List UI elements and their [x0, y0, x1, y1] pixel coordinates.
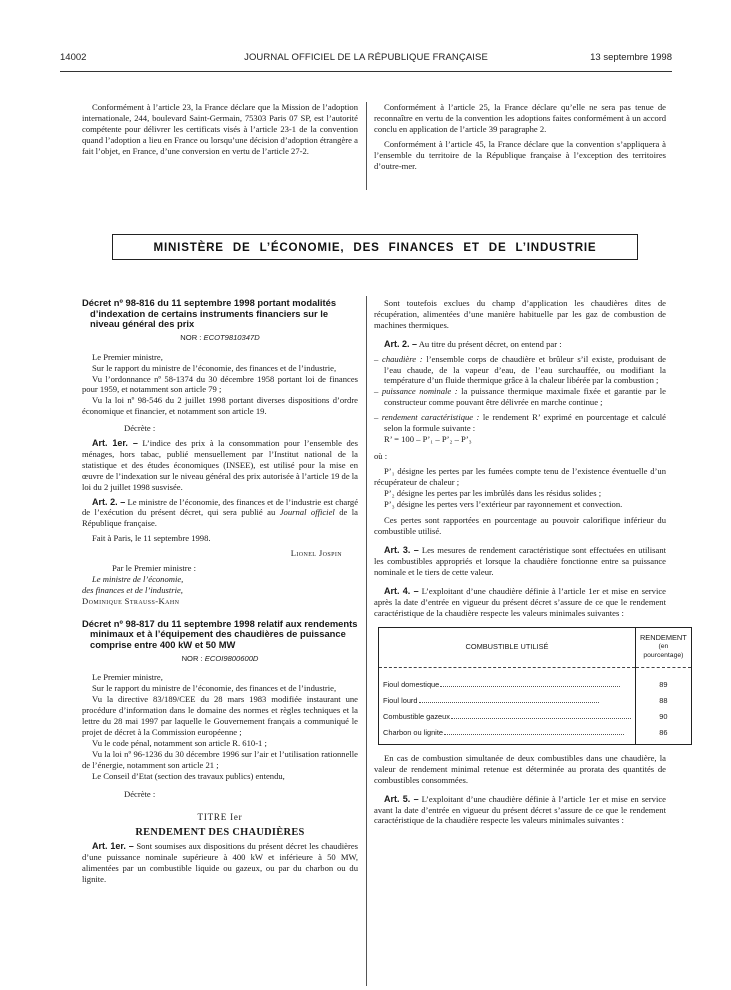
decree-98-817-title: Décret nº 98-817 du 11 septembre 1998 relatif aux rendements minimaux et à l’équipement des chaudières de puissance comprise entre 400 kW et 50 MW — [82, 617, 358, 650]
done-at: Fait à Paris, le 11 septembre 1998. — [92, 533, 211, 544]
loss-definition: P’₁ désigne les pertes par les fumées compte tenu de l’existence éventuelle d’un récupérateur de chaleur ; — [374, 465, 666, 487]
efficiency-value: 89 — [659, 680, 668, 690]
decree-98-816-nor: NOR : ECOT9810347D — [180, 332, 260, 342]
column-header-fuel: COMBUSTIBLE UTILISÉ — [379, 627, 636, 667]
art1-continuation: Sont toutefois exclues du champ d’application les chaudières dites de récupération, alimentées d’une manière habituelle par les gaz de combustion de machines thermiques. — [374, 298, 666, 330]
definition-item: – puissance nominale : la puissance thermique maximale fixée et garantie par le constructeur comme pouvant être délivrée en marche continue ; — [374, 386, 666, 408]
decree-98-817-nor: NOR : ECOI9800600D — [181, 653, 259, 663]
titre-heading: TITRE Ier — [197, 812, 243, 823]
section-heading: RENDEMENT DES CHAUDIÈRES — [135, 827, 305, 839]
definition-item: – chaudière : l’ensemble corps de chaudière et brûleur s’il existe, produisant de l’eau chaude, de la vapeur d’eau, de l’eau surchauffée, ou modifiant la température d’un fluide thermique grâce à la chaleur libérée par la combustion ; — [374, 353, 666, 386]
preamble-line: Vu la loi nº 98-546 du 2 juillet 1998 portant diverses dispositions d’ordre économique et financier, et notamment son article 19. — [82, 395, 358, 417]
nor-code: ECOT9810347D — [203, 332, 260, 342]
decrete: Décrète : — [124, 789, 156, 800]
decree2-art-2-intro: Art. 2. – Au titre du présent décret, on entend par : — [384, 338, 562, 349]
decree2-art-3: Art. 3. – Les mesures de rendement caractéristique sont effectuées en utilisant les combustibles appropriés et lorsque la chaudière fonctionne entre sa puissance nominale et le tiers de cette valeur. — [374, 545, 666, 578]
decree2-art-4: Art. 4. – L’exploitant d’une chaudière définie à l’article 1er et mise en service après la date d’entrée en vigueur du présent décret s’assure de ce que le rendement caractéristique de la chaudière respecte les valeurs minimales suivantes : — [374, 585, 666, 618]
efficiency-value: 90 — [659, 712, 668, 722]
page-number: 14002 — [60, 52, 87, 63]
issue-date: 13 septembre 1998 — [590, 52, 672, 63]
article-label: Art. 4. – — [384, 585, 419, 596]
ou-label: où : — [374, 450, 388, 461]
table-header-row — [379, 627, 692, 667]
article-label: Art. 1er. – — [92, 438, 138, 449]
table-row — [379, 710, 692, 726]
ministry-banner — [112, 234, 638, 260]
efficiency-table — [378, 627, 692, 745]
loss-definition: P’₃ désigne les pertes vers l’extérieur par rayonnement et convection. — [384, 498, 623, 509]
losses-note: Ces pertes sont rapportées en pourcentage au pouvoir calorifique inférieur du combustible utilisé. — [374, 515, 666, 537]
nor-code: ECOI9800600D — [204, 653, 259, 663]
article-label: Art. 2. – — [92, 496, 126, 507]
running-header — [60, 52, 672, 68]
article-label: Art. 1er. – — [92, 841, 134, 852]
fuel-name: Fioul domestique — [383, 680, 440, 690]
main-column-divider — [366, 296, 367, 986]
efficiency-value: 86 — [659, 728, 668, 738]
header-rule — [60, 71, 672, 72]
decree2-art-5: Art. 5. – L’exploitant d’une chaudière définie à l’article 1er et mise en service avant la date d’entrée en vigueur du présent décret s’assure de ce que le rendement caractéristique de la chaudière respecte les valeurs minimales suivantes : — [374, 793, 666, 826]
preamble-line: Le Premier ministre, — [92, 351, 163, 362]
article-label: Art. 5. – — [384, 793, 419, 804]
main-left-column — [82, 298, 358, 885]
table-row — [379, 726, 692, 745]
decree1-art-2: Art. 2. – Le ministre de l’économie, des finances et de l’industrie est chargé de l’exécution du présent décret, qui sera publié au Journal officiel de la République française. — [82, 496, 359, 529]
preamble-line: Le Premier ministre, — [92, 672, 163, 683]
simultaneous-combustion-note: En cas de combustion simultanée de deux combustibles dans une chaudière, la valeur de rendement minimal retenue est déterminée au prorata des quantités de combustibles consommées. — [374, 752, 666, 785]
preamble-line: Le Conseil d’Etat (section des travaux publics) entendu, — [92, 770, 285, 781]
fuel-name: Charbon ou lignite — [383, 728, 443, 738]
table-row — [379, 667, 692, 694]
article-23-declaration: Conformément à l’article 23, la France déclare que la Mission de l’adoption internationale, 244, boulevard Saint-Germain, 75303 Paris 07 SP, est l’autorité compétente pour délivrer les certificats visés à l’article 23-1 de la convention quand l’adoption a lieu en France ou lorsqu’une décision d’adoption étrangère a fait l’objet, en France, d’une conversion en vertu de l’article 27-2. — [82, 102, 358, 156]
column-header-efficiency: RENDEMENT (en pourcentage) — [635, 627, 691, 667]
fuel-name: Combustible gazeux — [383, 712, 450, 722]
efficiency-formula: R’ = 100 – P’₁ – P’₂ – P’₃ — [384, 433, 472, 444]
signatory: Lionel Jospin — [290, 548, 342, 559]
article-label: Art. 2. – — [384, 338, 418, 349]
preamble-line: Vu la directive 83/189/CEE du 28 mars 1983 modifiée instaurant une procédure d’information dans le domaine des normes et règles techniques et la lettre du 28 mai 1997 par laquelle le Gouvernement français a communiqué le projet de décret à la Commission européenne ; — [82, 694, 358, 737]
minister-name: Dominique Strauss-Kahn — [82, 595, 180, 606]
article-45-declaration: Conformément à l’article 45, la France déclare que la convention s’appliquera à l’ensemble du territoire de la République française à l’exception des territoires d’outre-mer. — [374, 138, 666, 171]
definition-item: – rendement caractéristique : le rendement R’ exprimé en pourcentage et calculé selon la formule suivante : — [374, 412, 666, 434]
minister-title: des finances et de l’industrie, — [82, 584, 183, 595]
main-right-column — [374, 298, 687, 826]
decree2-art-1: Art. 1er. – Sont soumises aux dispositions du présent décret les chaudières d’une puissance nominale supérieure à 400 kW et inférieure à 50 MW, alimentées par un combustible liquide ou gazeux, ou par du charbon ou du lignite. — [82, 841, 358, 884]
minister-title: Le ministre de l’économie, — [92, 574, 184, 584]
top-right-column — [374, 102, 666, 171]
article-25-declaration: Conformément à l’article 25, la France déclare qu’elle ne sera pas tenue de reconnaître en vertu de la convention les adoptions faites conformément à un accord conclu en application de l’article 39 paragraphe 2. — [374, 102, 666, 134]
article-label: Art. 3. – — [384, 545, 419, 556]
by-pm: Par le Premier ministre : — [112, 563, 197, 574]
column-divider — [366, 102, 367, 190]
preamble-line: Sur le rapport du ministre de l’économie, des finances et de l’industrie, — [92, 683, 337, 694]
decree-98-816-title: Décret nº 98-816 du 11 septembre 1998 portant modalités d’indexation de certains instruments financiers sur le niveau général des prix — [82, 297, 337, 330]
ministry-title: MINISTÈRE DE L’ÉCONOMIE, DES FINANCES ET DE L’INDUSTRIE — [153, 240, 597, 254]
top-left-column — [82, 102, 358, 157]
preamble-line: Vu l’ordonnance nº 58-1374 du 30 décembre 1958 portant loi de finances pour 1959, et notamment son article 79 ; — [82, 373, 358, 395]
preamble-line: Vu la loi nº 96-1236 du 30 décembre 1996 sur l’air et l’utilisation rationnelle de l’énergie, notamment son article 21 ; — [82, 748, 358, 770]
efficiency-value: 88 — [659, 696, 668, 706]
preamble-line: Sur le rapport du ministre de l’économie, des finances et de l’industrie, — [92, 362, 337, 373]
decree1-art-1: Art. 1er. – L’indice des prix à la consommation pour l’ensemble des ménages, hors tabac, publié mensuellement par l’Institut national de la statistique et des études économiques (INSEE), est utilisé pour la mise en œuvre de l’indexation sur le niveau général des prix autorisée à l’article 19 de la loi du 2 juillet 1998 susvisée. — [82, 438, 358, 492]
decrete: Décrète : — [124, 423, 156, 434]
loss-definition: P’₂ désigne les pertes par les imbrûlés dans les résidus solides ; — [384, 487, 602, 498]
table-row — [379, 694, 692, 710]
journal-title: JOURNAL OFFICIEL DE LA RÉPUBLIQUE FRANÇAISE — [244, 52, 488, 63]
preamble-line: Vu le code pénal, notamment son article R. 610-1 ; — [92, 737, 267, 748]
fuel-name: Fioul lourd — [383, 696, 418, 706]
